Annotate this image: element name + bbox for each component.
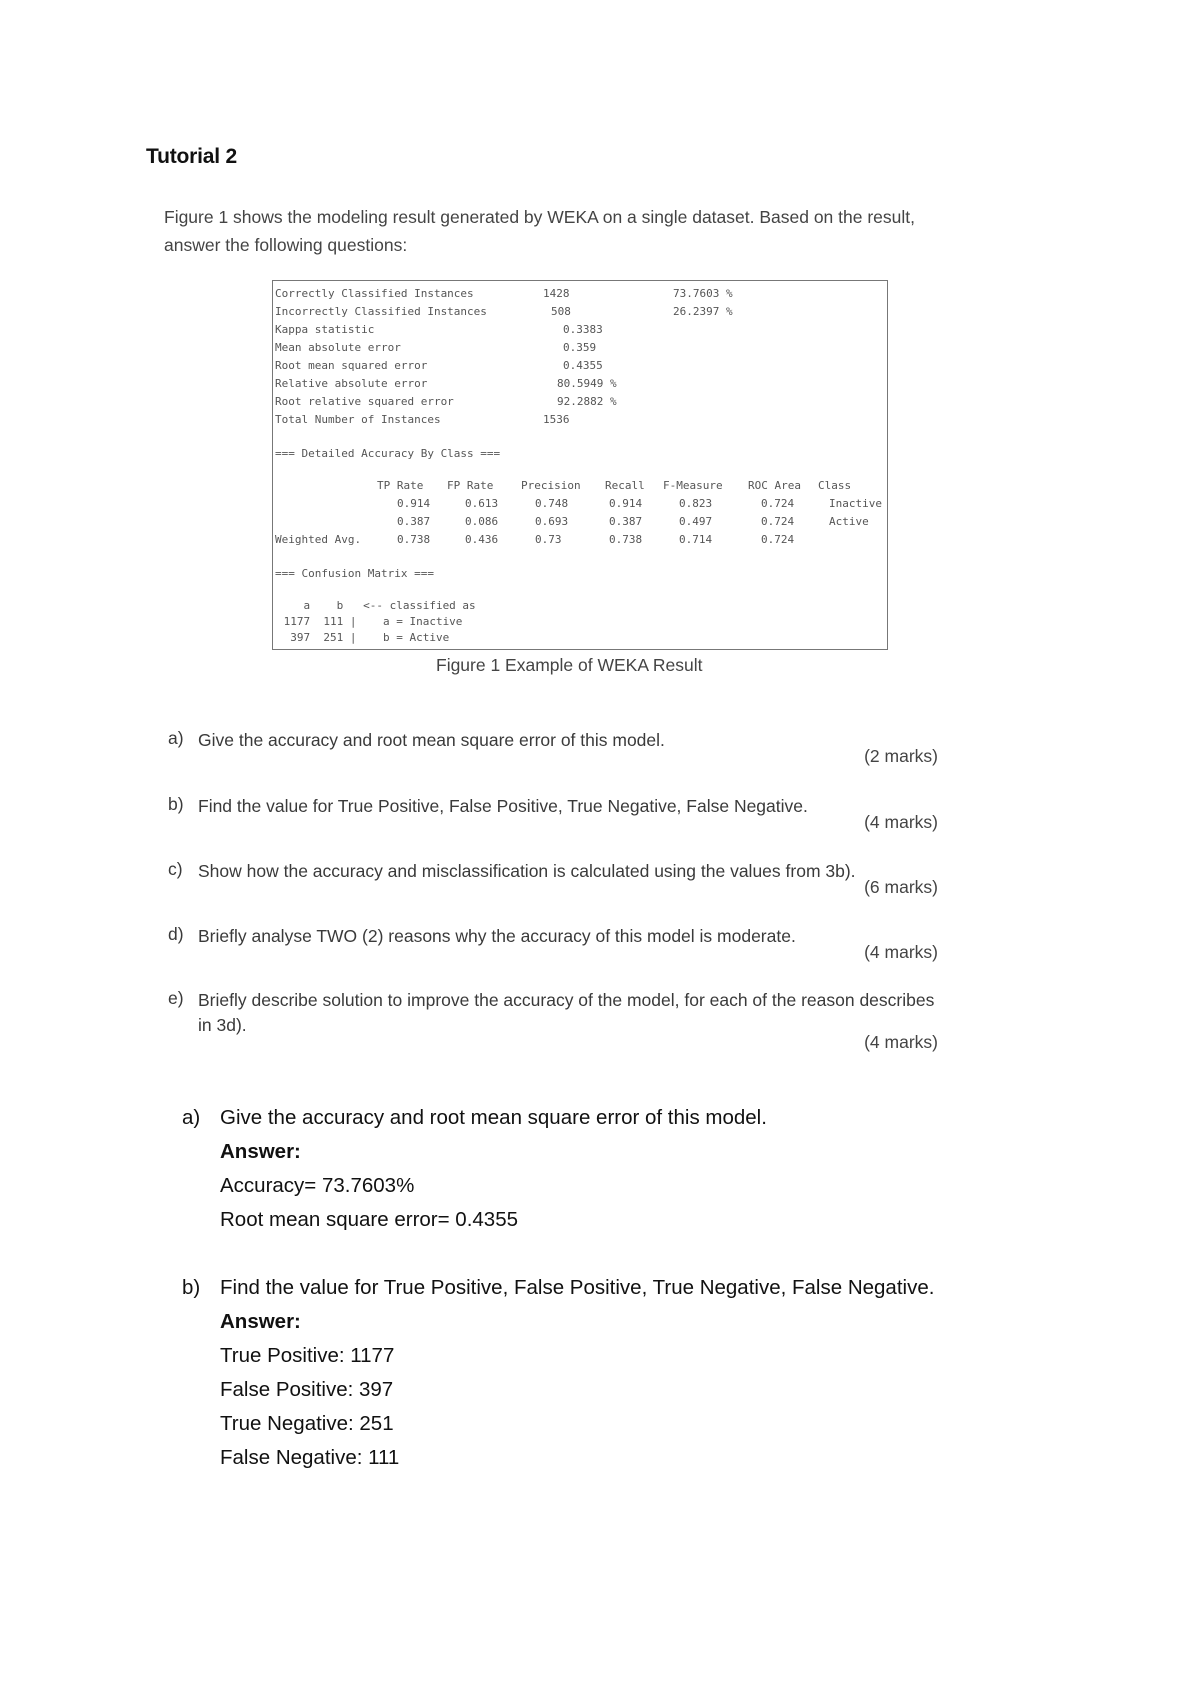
question-c (168, 859, 938, 909)
detail-cell: 0.724 (761, 533, 795, 546)
answer-line: False Positive: 397 (220, 1378, 394, 1401)
detail-row-label: Weighted Avg. (275, 533, 362, 546)
question-marks: (6 marks) (864, 877, 938, 897)
summary-label: Mean absolute error (275, 341, 401, 354)
summary-value: 1428 (543, 287, 570, 300)
question-marks: (4 marks) (864, 812, 938, 832)
detail-cell: 0.086 (465, 515, 499, 528)
detail-cell: 0.738 (397, 533, 431, 546)
question-text: Find the value for True Positive, False Positive, True Negative, False Negative. (198, 796, 808, 816)
intro-paragraph: Figure 1 shows the modeling result generated by WEKA on a single dataset. Based on the result, answer the following questions: (164, 207, 915, 255)
detail-cell: 0.714 (679, 533, 713, 546)
answer-b (182, 1276, 1082, 1486)
answer-line: True Negative: 251 (220, 1412, 394, 1435)
detail-header: FP Rate (447, 479, 494, 492)
detail-header: F-Measure (663, 479, 723, 492)
matrix-line: 397 251 | b = Active (277, 631, 450, 644)
answer-line: Accuracy= 73.7603% (220, 1174, 415, 1197)
question-text: Give the accuracy and root mean square error of this model. (198, 730, 665, 750)
question-d (168, 924, 938, 974)
detail-cell: 0.613 (465, 497, 499, 510)
summary-value: 80.5949 % (557, 377, 617, 390)
summary-value: 0.4355 (563, 359, 603, 372)
matrix-line: a b <-- classified as (277, 599, 476, 612)
detail-cell: Inactive (829, 497, 882, 510)
summary-value: 1536 (543, 413, 570, 426)
question-e (168, 988, 938, 1048)
detail-cell: 0.724 (761, 515, 795, 528)
summary-label: Root relative squared error (275, 395, 454, 408)
detail-header: ROC Area (748, 479, 801, 492)
summary-value: 0.3383 (563, 323, 603, 336)
detail-cell: 0.436 (465, 533, 499, 546)
detail-cell: 0.914 (397, 497, 431, 510)
matrix-line: 1177 111 | a = Inactive (277, 615, 463, 628)
detail-cell: 0.73 (535, 533, 562, 546)
summary-pct: 73.7603 % (673, 287, 733, 300)
summary-label: Relative absolute error (275, 377, 428, 390)
question-letter: d) (168, 924, 184, 944)
detail-cell: 0.748 (535, 497, 569, 510)
question-a (168, 728, 938, 778)
question-b (168, 794, 938, 844)
detail-cell: Active (829, 515, 869, 528)
question-letter: b) (168, 794, 184, 814)
answer-heading: Answer: (220, 1310, 301, 1333)
detail-header: TP Rate (377, 479, 424, 492)
detail-cell: 0.738 (609, 533, 643, 546)
page-title: Tutorial 2 (146, 145, 237, 168)
question-letter: e) (168, 988, 184, 1008)
detail-cell: 0.823 (679, 497, 713, 510)
summary-label: Incorrectly Classified Instances (275, 305, 487, 318)
detail-cell: 0.387 (609, 515, 643, 528)
question-marks: (2 marks) (864, 746, 938, 766)
summary-label: Root mean squared error (275, 359, 428, 372)
summary-value: 92.2882 % (557, 395, 617, 408)
summary-label: Kappa statistic (275, 323, 375, 336)
detail-heading: === Detailed Accuracy By Class === (275, 447, 501, 460)
answer-line: Root mean square error= 0.4355 (220, 1208, 519, 1231)
detail-cell: 0.724 (761, 497, 795, 510)
summary-pct: 26.2397 % (673, 305, 733, 318)
question-letter: a) (168, 728, 184, 748)
detail-header: Recall (605, 479, 645, 492)
question-text: Show how the accuracy and misclassification is calculated using the values from 3b). (198, 861, 856, 881)
summary-label: Correctly Classified Instances (275, 287, 474, 300)
summary-value: 0.359 (563, 341, 597, 354)
detail-header: Class (818, 479, 852, 492)
answer-line: True Positive: 1177 (220, 1344, 395, 1367)
detail-cell: 0.693 (535, 515, 569, 528)
answer-letter: b) (182, 1276, 201, 1299)
figure-caption: Figure 1 Example of WEKA Result (436, 655, 703, 675)
summary-value: 508 (551, 305, 571, 318)
summary-label: Total Number of Instances (275, 413, 441, 426)
detail-cell: 0.497 (679, 515, 713, 528)
question-text: Briefly describe solution to improve the accuracy of the model, for each of the reason describes in 3d). (198, 990, 935, 1035)
answer-line: False Negative: 111 (220, 1446, 400, 1469)
weka-result-figure (272, 280, 888, 650)
detail-cell: 0.914 (609, 497, 643, 510)
question-letter: c) (168, 859, 183, 879)
question-marks: (4 marks) (864, 942, 938, 962)
answer-question: Give the accuracy and root mean square error of this model. (220, 1106, 767, 1129)
answer-a (182, 1106, 1082, 1246)
question-marks: (4 marks) (864, 1032, 938, 1052)
matrix-heading: === Confusion Matrix === (275, 567, 434, 580)
answer-letter: a) (182, 1106, 201, 1129)
detail-cell: 0.387 (397, 515, 431, 528)
answer-question: Find the value for True Positive, False Positive, True Negative, False Negative. (220, 1276, 935, 1299)
answer-heading: Answer: (220, 1140, 301, 1163)
question-text: Briefly analyse TWO (2) reasons why the accuracy of this model is moderate. (198, 926, 796, 946)
detail-header: Precision (521, 479, 581, 492)
